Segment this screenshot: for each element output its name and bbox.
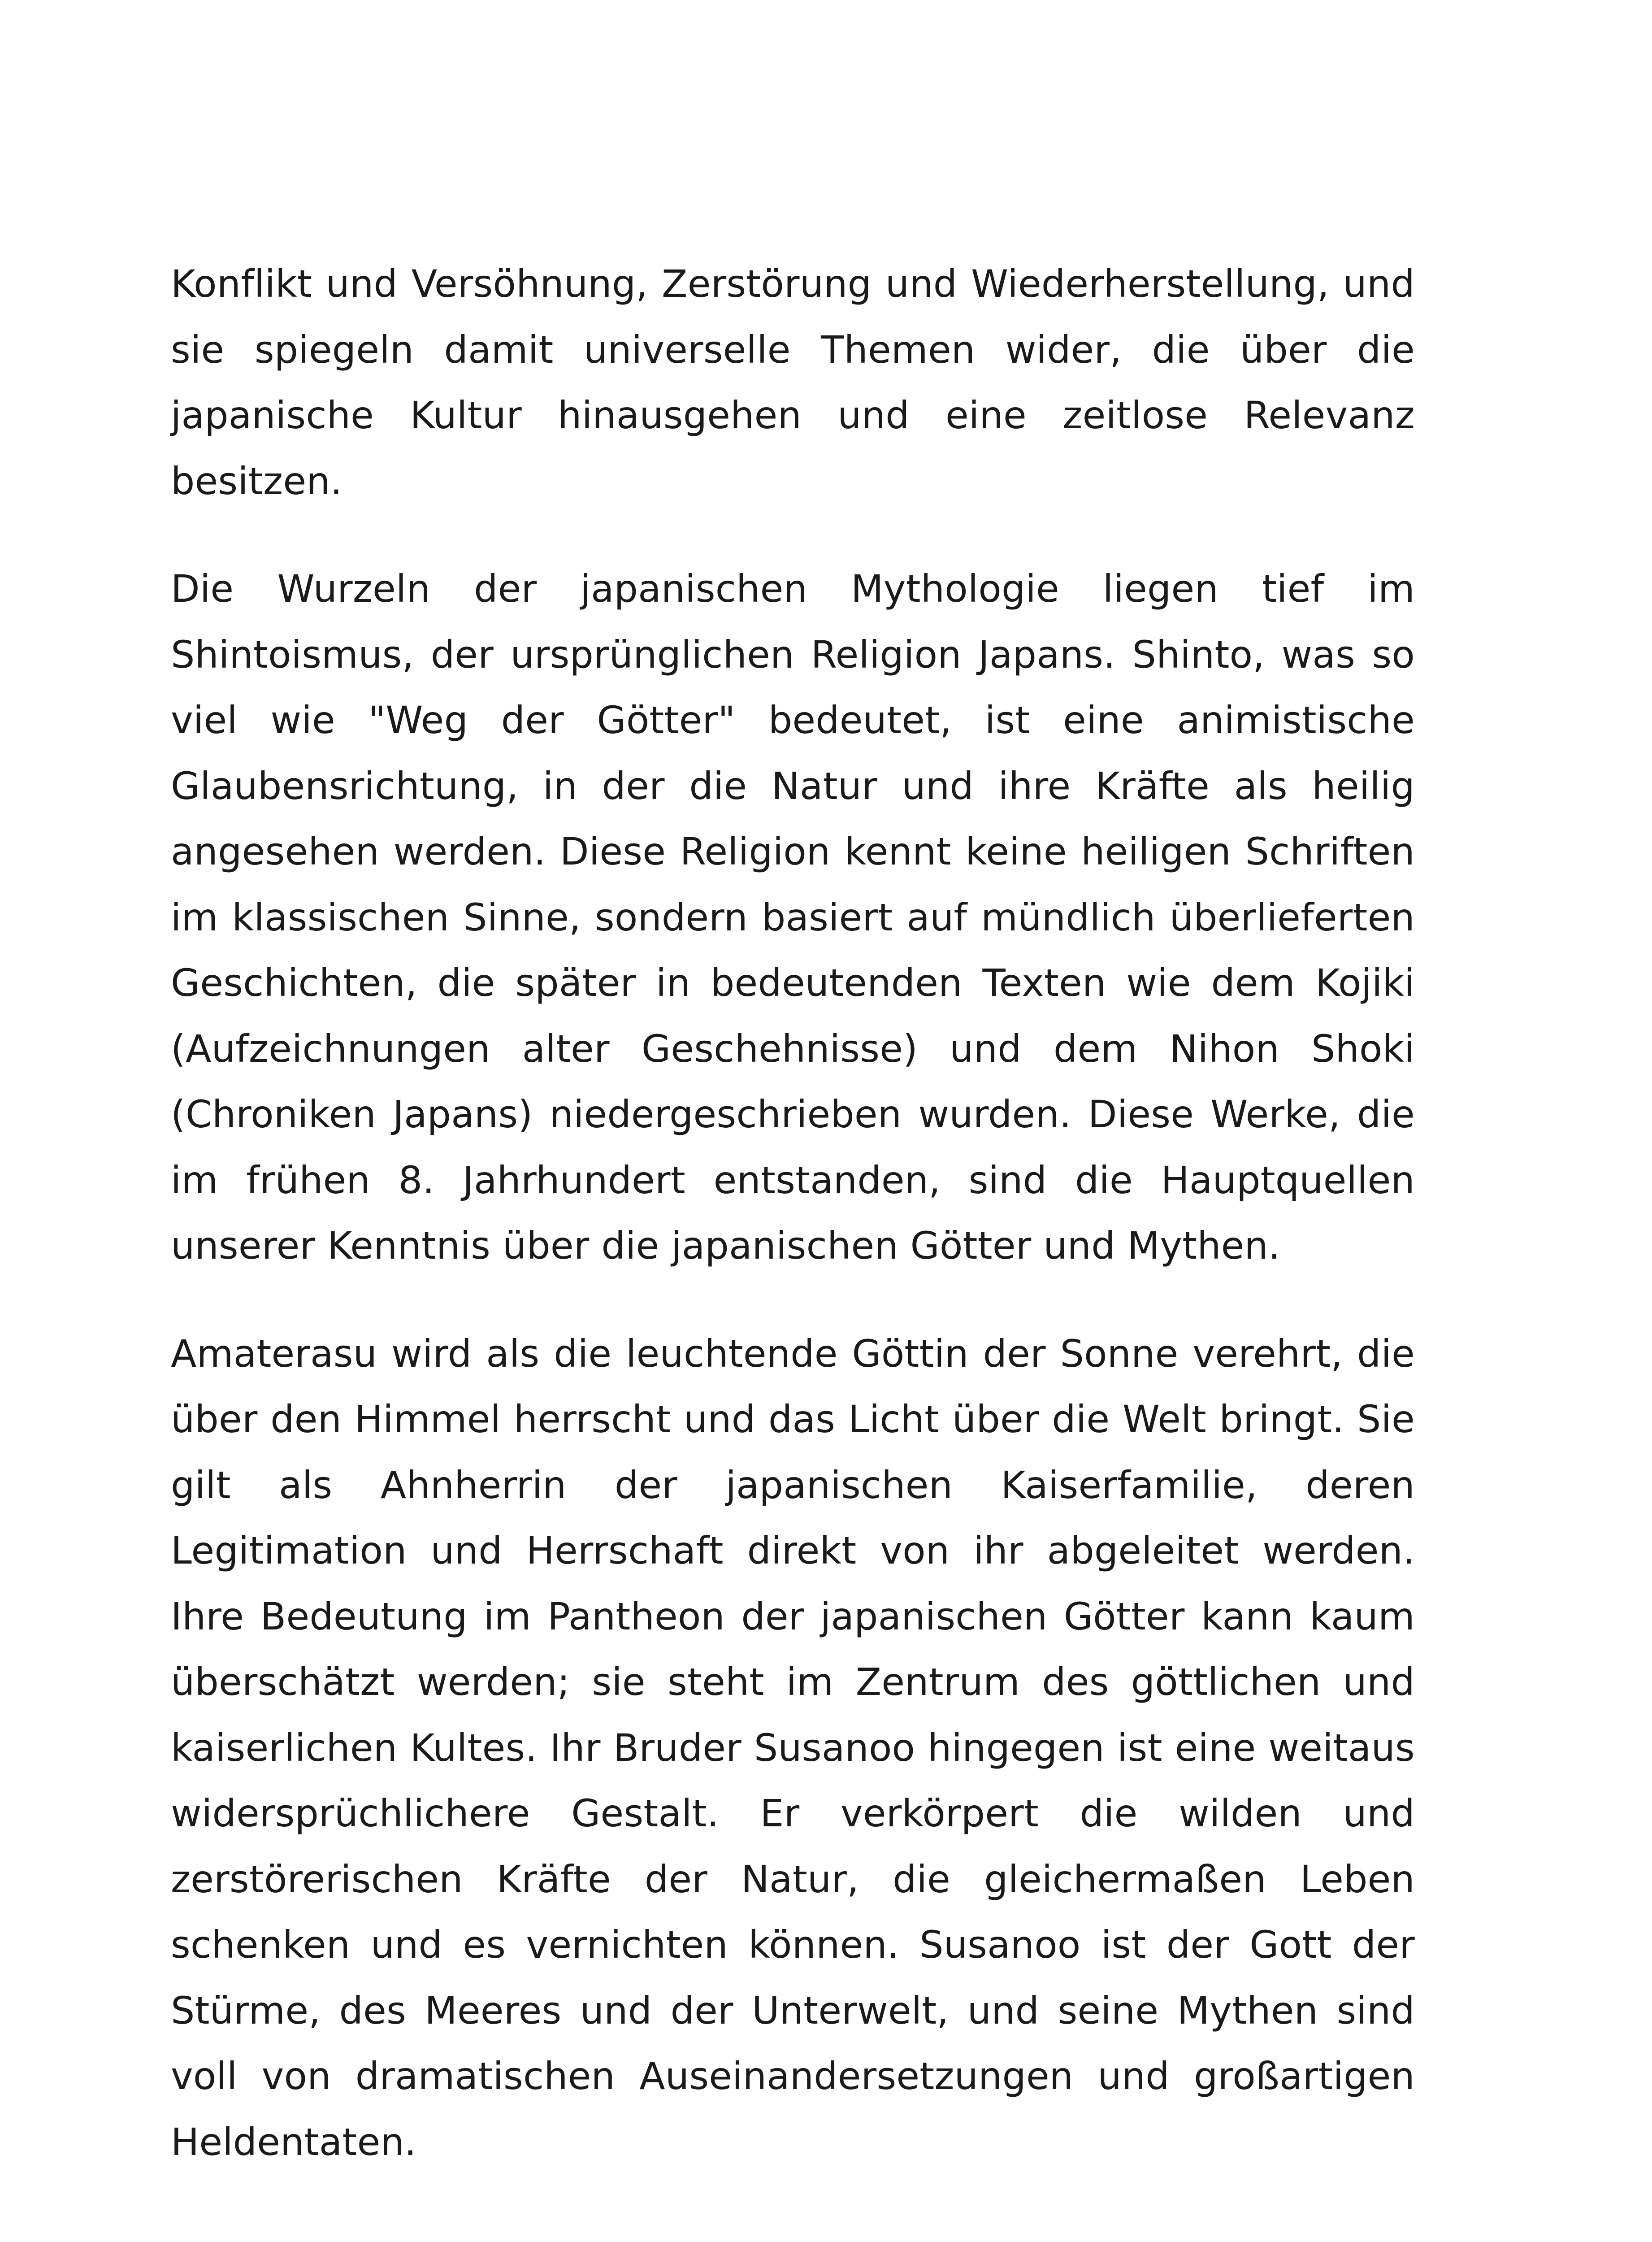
paragraph-3: Amaterasu wird als die leuchtende Göttin der Sonne verehrt, die über den Himmel herrscht und das Licht über die Welt bringt. Sie gilt als Ahnherrin der japanischen Kaiserfamilie, deren Legitimation und Herrschaft direkt von ihr abgeleitet werden. Ihre Bedeutung im Pantheon der japanischen Götter kann kaum überschätzt werden; sie steht im Zentrum des göttlichen und kaiserlichen Kultes. Ihr Bruder Susanoo hingegen ist eine weitaus widersprüchlichere Gestalt. Er verkörpert die wilden und zerstörerischen Kräfte der Natur, die gleichermaßen Leben schenken und es vernichten können. Susanoo ist der Gott der Stürme, des Meeres und der Unterwelt, und seine Mythen sind voll von dramatischen Auseinandersetzungen und großartigen Heldentaten. — [171, 1331, 1415, 2164]
paragraph-1: Konflikt und Versöhnung, Zerstörung und Wiederherstellung, und sie spiegeln damit universelle Themen wider, die über die japanische Kultur hinausgehen und eine zeitlose Relevanz besitzen. — [171, 262, 1415, 503]
paragraph-2: Die Wurzeln der japanischen Mythologie liegen tief im Shintoismus, der ursprünglichen Religion Japans. Shinto, was so viel wie "Weg der Götter" bedeutet, ist eine animistische Glaubensrichtung, in der die Natur und ihre Kräfte als heilig angesehen werden. Diese Religion kennt keine heiligen Schriften im klassischen Sinne, sondern basiert auf mündlich überlieferten Geschichten, die später in bedeutenden Texten wie dem Kojiki (Aufzeichnungen alter Geschehnisse) und dem Nihon Shoki (Chroniken Japans) niedergeschrieben wurden. Diese Werke, die im frühen 8. Jahrhundert entstanden, sind die Hauptquellen unserer Kenntnis über die japanischen Götter und Mythen. — [171, 567, 1415, 1268]
body-text — [171, 251, 1415, 2175]
